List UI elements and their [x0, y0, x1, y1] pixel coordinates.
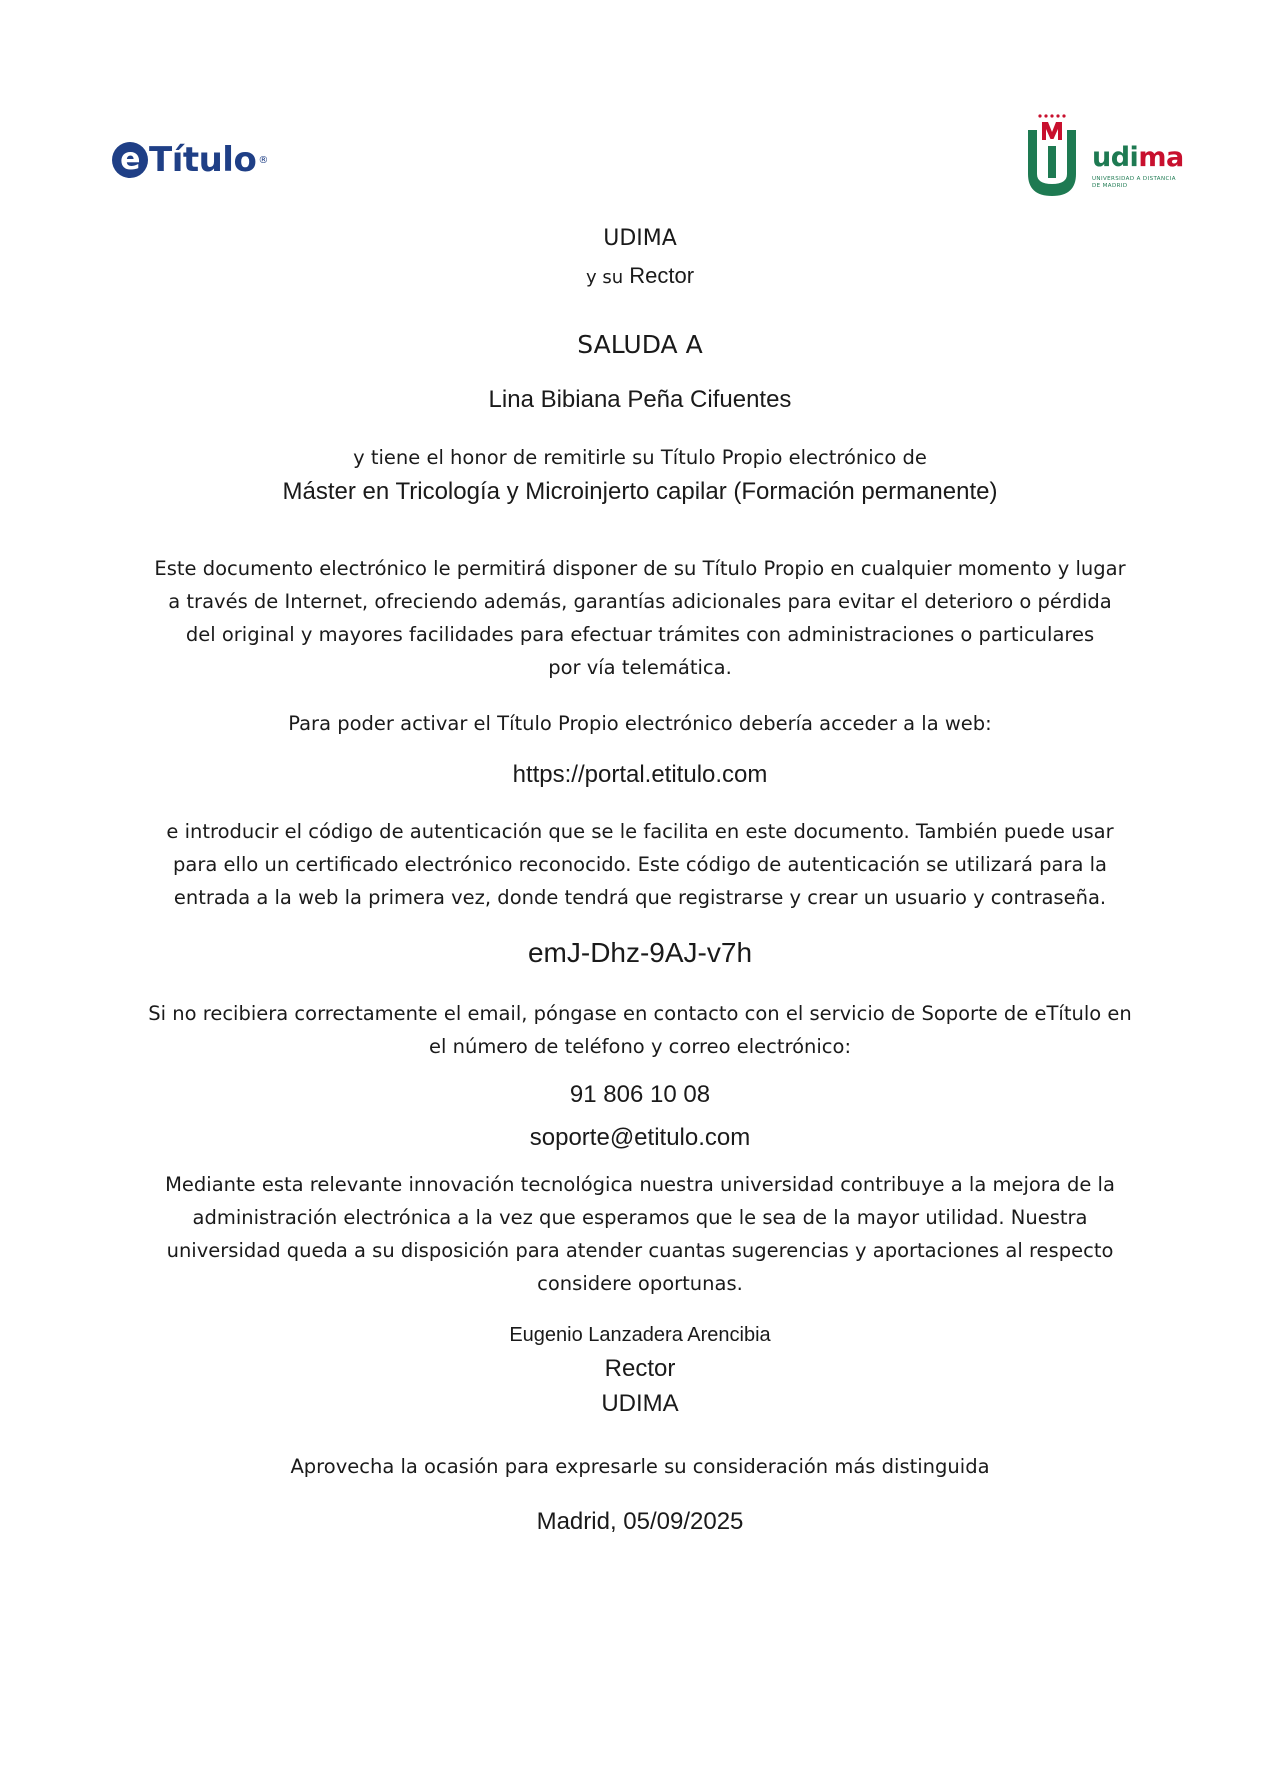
- udima-logo-subtitle: UNIVERSIDAD A DISTANCIA DE MADRID: [1092, 176, 1176, 189]
- salutation: SALUDA A: [577, 330, 703, 359]
- auth-code: emJ-Dhz-9AJ-v7h: [527, 937, 753, 968]
- udima-stars-icon: [1038, 114, 1065, 117]
- paragraph-line: entrada a la web la primera vez, donde tendrá que registrarse y crear un usuario y contraseña.: [173, 886, 1107, 909]
- paragraph-line: Si no recibiera correctamente el email, póngase en contacto con el servicio de Soporte de eTítulo en: [148, 1002, 1132, 1025]
- portal-link[interactable]: https://portal.etitulo.com: [512, 761, 768, 788]
- paragraph-line: Mediante esta relevante innovación tecnológica nuestra universidad contribuye a la mejora de la: [165, 1173, 1115, 1196]
- paragraph-line: universidad queda a su disposición para atender cuantas sugerencias y aportaciones al respecto: [166, 1239, 1114, 1262]
- support-paragraph: [0, 997, 1280, 1063]
- paragraph-auth: [0, 815, 1280, 914]
- issuer-heading: UDIMA: [603, 226, 677, 251]
- rector-label: Rector: [629, 263, 695, 288]
- udima-logo-word: udima: [1092, 142, 1184, 173]
- activation-line: Para poder activar el Título Propio electrónico debería acceder a la web:: [288, 712, 992, 735]
- etitulo-logo-word: Título: [149, 140, 257, 180]
- y-su-text: y su: [585, 267, 624, 288]
- etitulo-logo-letter: e: [112, 142, 148, 178]
- udima-logo: [1026, 112, 1186, 217]
- paragraph-line: administración electrónica a la vez que esperamos que le sea de la mayor utilidad. Nuestra: [192, 1206, 1088, 1229]
- rector-line: [0, 263, 1280, 289]
- paragraph-line: Este documento electrónico le permitirá disponer de su Título Propio en cualquier momento y lugar: [154, 557, 1126, 580]
- paragraph-line: para ello un certificado electrónico reconocido. Este código de autenticación se utilizará para la: [173, 853, 1107, 876]
- support-email-link[interactable]: soporte@etitulo.com: [529, 1124, 751, 1151]
- paragraph-line: e introducir el código de autenticación que se le facilita en este documento. También puede usar: [166, 820, 1114, 843]
- paragraph-line: del original y mayores facilidades para efectuar trámites con administraciones o particulares: [185, 623, 1095, 646]
- support-email[interactable]: [0, 1124, 1280, 1152]
- signer-name: Eugenio Lanzadera Arencibia: [509, 1324, 771, 1346]
- etitulo-logo: [112, 140, 268, 180]
- paragraph-line: considere oportunas.: [537, 1272, 743, 1295]
- paragraph-line: el número de teléfono y correo electrónico:: [428, 1035, 852, 1058]
- paragraph-line: por vía telemática.: [548, 656, 732, 679]
- etitulo-logo-registered: ®: [258, 154, 268, 166]
- portal-url[interactable]: [0, 761, 1280, 789]
- recipient-name: Lina Bibiana Peña Cifuentes: [488, 386, 792, 413]
- signer-title: Rector: [604, 1355, 676, 1382]
- paragraph-intro: [0, 552, 1280, 684]
- place-date: Madrid, 05/09/2025: [536, 1508, 744, 1535]
- paragraph-closing: [0, 1168, 1280, 1300]
- remit-line: y tiene el honor de remitirle su Título Propio electrónico de: [353, 446, 927, 469]
- signer-org: UDIMA: [601, 1390, 679, 1417]
- support-phone: 91 806 10 08: [569, 1081, 711, 1108]
- paragraph-line: a través de Internet, ofreciendo además, garantías adicionales para evitar el deterioro o pérdida: [168, 590, 1112, 613]
- closing-line: Aprovecha la ocasión para expresarle su consideración más distinguida: [290, 1455, 990, 1478]
- udima-shield-icon: [1026, 112, 1086, 212]
- program-title: Máster en Tricología y Microinjerto capilar (Formación permanente): [282, 478, 998, 505]
